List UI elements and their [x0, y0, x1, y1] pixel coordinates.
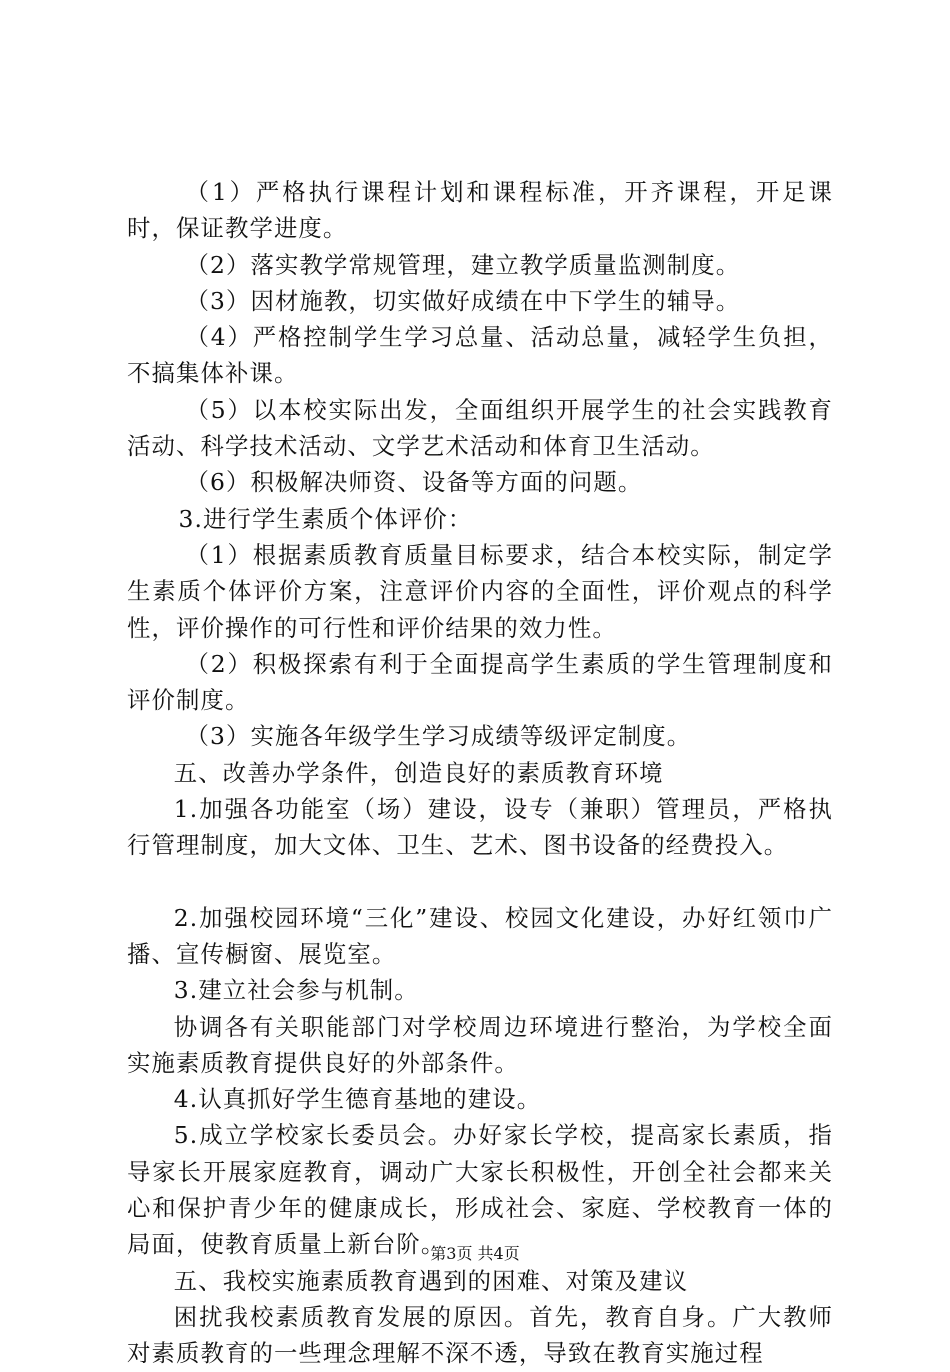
- page-number-footer: 第3页 共4页: [430, 1244, 520, 1263]
- paragraph-8: （2）积极探索有利于全面提高学生素质的学生管理制度和评价制度。: [127, 649, 833, 715]
- paragraph-13: 协调各有关职能部门对学校周边环境进行整治，为学校全面实施素质教育提供良好的外部条件。: [127, 1012, 833, 1077]
- paragraph-12: 3.建立社会参与机制。: [173, 976, 419, 1005]
- paragraph-7: （1）根据素质教育质量目标要求，结合本校实际，制定学生素质个体评价方案，注意评价内容的全面性，评价观点的科学性，评价操作的可行性和评价结果的效力性。: [127, 540, 833, 642]
- paragraph-16: 困扰我校素质教育发展的原因。首先，教育自身。广大教师对素质教育的一些理念理解不深不透，导致在教育实施过程: [127, 1302, 833, 1368]
- paragraph-2: （2）落实教学常规管理，建立教学质量监测制度。: [185, 250, 741, 279]
- paragraph-14: 4.认真抓好学生德育基地的建设。: [173, 1085, 542, 1114]
- blank-line: [127, 864, 833, 900]
- paragraph-10: 1.加强各功能室（场）建设，设专（兼职）管理员，严格执行管理制度，加大文体、卫生、艺术、图书设备的经费投入。: [127, 795, 833, 860]
- paragraph-11: 2.加强校园环境“三化”建设、校园文化建设，办好红领巾广播、宣传橱窗、展览室。: [127, 903, 833, 968]
- document-body: [127, 174, 833, 1372]
- paragraph-4: （4）严格控制学生学习总量、活动总量，减轻学生负担，不搞集体补课。: [127, 323, 833, 388]
- paragraph-15: 5.成立学校家长委员会。办好家长学校，提高家长素质，指导家长开展家庭教育，调动广大家长积极性，开创全社会都来关心和保护青少年的健康成长，形成社会、家庭、学校教育一体的局面，使教育质量上新台阶。: [127, 1121, 833, 1259]
- paragraph-3: （3）因材施教，切实做好成绩在中下学生的辅导。: [185, 286, 741, 315]
- paragraph-5: （5）以本校实际出发，全面组织开展学生的社会实践教育活动、科学技术活动、文学艺术活动和体育卫生活动。: [127, 395, 833, 461]
- section-heading-3: 3.进行学生素质个体评价：: [178, 504, 473, 533]
- paragraph-1: （1）严格执行课程计划和课程标准，开齐课程，开足课时，保证教学进度。: [127, 178, 833, 243]
- paragraph-9: （3）实施各年级学生学习成绩等级评定制度。: [185, 722, 692, 751]
- section-heading-five-b: 五、我校实施素质教育遇到的困难、对策及建议: [173, 1266, 689, 1295]
- section-heading-five: 五、改善办学条件，创造良好的素质教育环境: [173, 758, 664, 787]
- paragraph-6: （6）积极解决师资、设备等方面的问题。: [185, 468, 643, 497]
